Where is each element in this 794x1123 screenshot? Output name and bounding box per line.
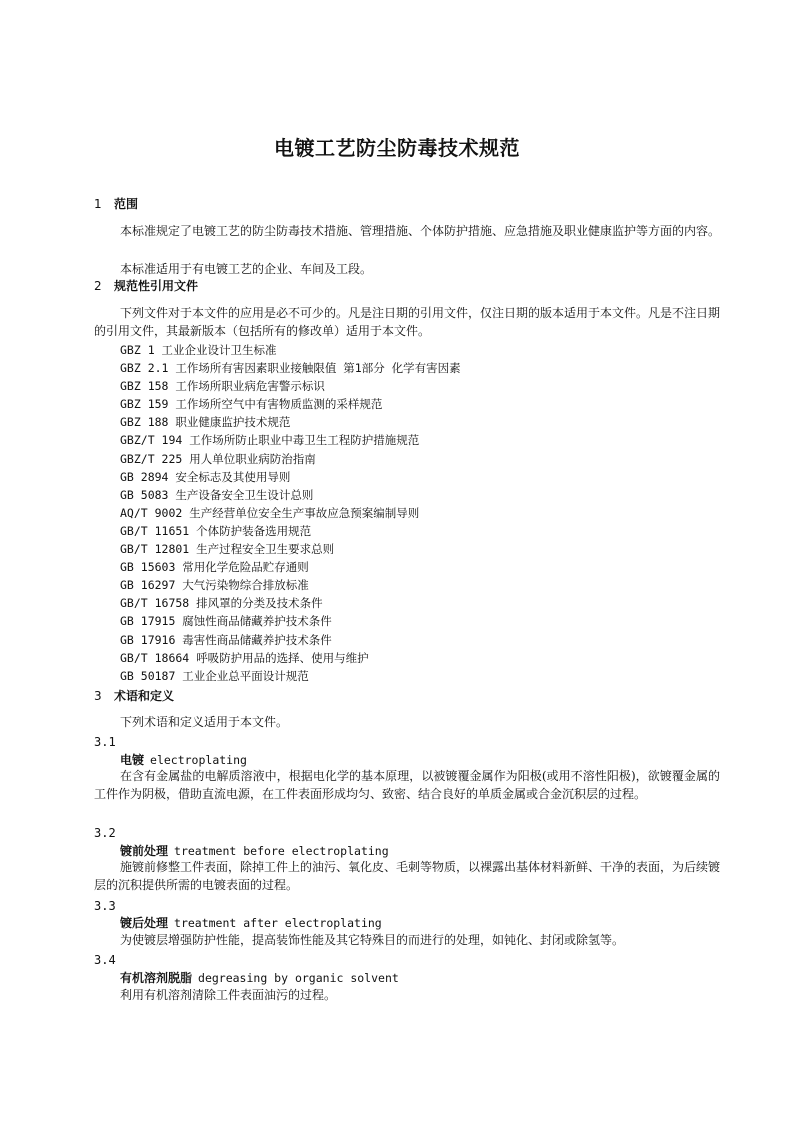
term-definition: 为使镀层增强防护性能，提高装饰性能及其它特殊目的而进行的处理，如钝化、封闭或除氢等。: [120, 933, 625, 947]
section-title: 规范性引用文件: [114, 279, 199, 293]
term-heading: [120, 844, 389, 858]
reference-item: GB/T 18664 呼吸防护用品的选择、使用与维护: [120, 650, 369, 665]
section-number: 3: [94, 689, 102, 703]
term-en: electroplating: [150, 753, 247, 767]
reference-item: GBZ 159 工作场所空气中有害物质监测的采样规范: [120, 397, 383, 412]
document-title: 电镀工艺防尘防毒技术规范: [274, 136, 520, 160]
paragraph: 本标准规定了电镀工艺的防尘防毒技术措施、管理措施、个体防护措施、应急措施及职业健康监护等方面的内容。: [120, 224, 721, 238]
term-definition: 施镀前修整工件表面，除掉工件上的油污、氧化皮、毛刺等物质，以裸露出基体材料新鲜、干净的表面，为后续镀层的沉积提供所需的电镀表面的过程。: [94, 860, 721, 892]
paragraph: 本标准适用于有电镀工艺的企业、车间及工段。: [120, 262, 373, 276]
term-en: treatment before electroplating: [174, 844, 389, 858]
reference-item: GB 5083 生产设备安全卫生设计总则: [120, 487, 314, 502]
term-en: treatment after electroplating: [174, 916, 382, 930]
paragraph: 下列术语和定义适用于本文件。: [120, 715, 289, 729]
section-1-heading: [94, 197, 138, 211]
reference-item: GB 50187 工业企业总平面设计规范: [120, 668, 309, 683]
reference-item: GBZ 2.1 工作场所有害因素职业接触限值 第1部分 化学有害因素: [120, 361, 461, 376]
term-heading: [120, 971, 399, 985]
term-number: 3.2: [94, 826, 116, 840]
section-3-heading: [94, 689, 174, 703]
term-zh: 电镀: [120, 753, 145, 767]
section-title: 术语和定义: [114, 689, 175, 703]
reference-item: GBZ/T 225 用人单位职业病防治指南: [120, 451, 316, 466]
reference-item: GB 15603 常用化学危险品贮存通则: [120, 560, 309, 575]
section-number: 2: [94, 279, 102, 293]
reference-list: [120, 341, 461, 685]
reference-item: GB 16297 大气污染物综合排放标准: [120, 578, 309, 593]
term-number: 3.3: [94, 899, 116, 913]
term-zh: 镀前处理: [120, 844, 169, 858]
term-definition: 利用有机溶剂清除工件表面油污的过程。: [120, 988, 337, 1002]
section-2-heading: [94, 279, 198, 293]
reference-item: GB/T 11651 个体防护装备选用规范: [120, 523, 312, 538]
term-zh: 有机溶剂脱脂: [120, 971, 193, 985]
term-definition: 在含有金属盐的电解质溶液中，根据电化学的基本原理，以被镀覆金属作为阳极(或用不溶性阳极)，欲镀覆金属的工件作为阴极，借助直流电源，在工件表面形成均匀、致密、结合良好的单质金属或合金沉积层的过程。: [94, 769, 720, 801]
section-title: 范围: [114, 197, 139, 211]
reference-item: GB/T 12801 生产过程安全卫生要求总则: [120, 542, 335, 557]
reference-item: GB 2894 安全标志及其使用导则: [120, 469, 291, 484]
term-heading: [120, 753, 247, 767]
reference-item: GBZ 1 工业企业设计卫生标准: [120, 343, 277, 357]
term-number: 3.1: [94, 735, 116, 749]
reference-item: GB 17915 腐蚀性商品储藏养护技术条件: [120, 614, 332, 629]
term-heading: [120, 916, 382, 930]
reference-item: GBZ 188 职业健康监护技术规范: [120, 415, 291, 430]
term-number: 3.4: [94, 953, 116, 967]
term-en: degreasing by organic solvent: [198, 971, 399, 985]
reference-item: GB 17916 毒害性商品储藏养护技术条件: [120, 632, 332, 647]
reference-item: GBZ/T 194 工作场所防止职业中毒卫生工程防护措施规范: [120, 433, 420, 448]
reference-item: GB/T 16758 排风罩的分类及技术条件: [120, 596, 323, 611]
paragraph: 下列文件对于本文件的应用是必不可少的。凡是注日期的引用文件，仅注日期的版本适用于本文件。凡是不注日期的引用文件，其最新版本（包括所有的修改单）适用于本文件。: [94, 306, 721, 338]
reference-item: GBZ 158 工作场所职业病危害警示标识: [120, 379, 325, 394]
section-number: 1: [94, 197, 102, 211]
term-zh: 镀后处理: [120, 916, 169, 930]
reference-item: AQ/T 9002 生产经营单位安全生产事故应急预案编制导则: [120, 505, 420, 520]
